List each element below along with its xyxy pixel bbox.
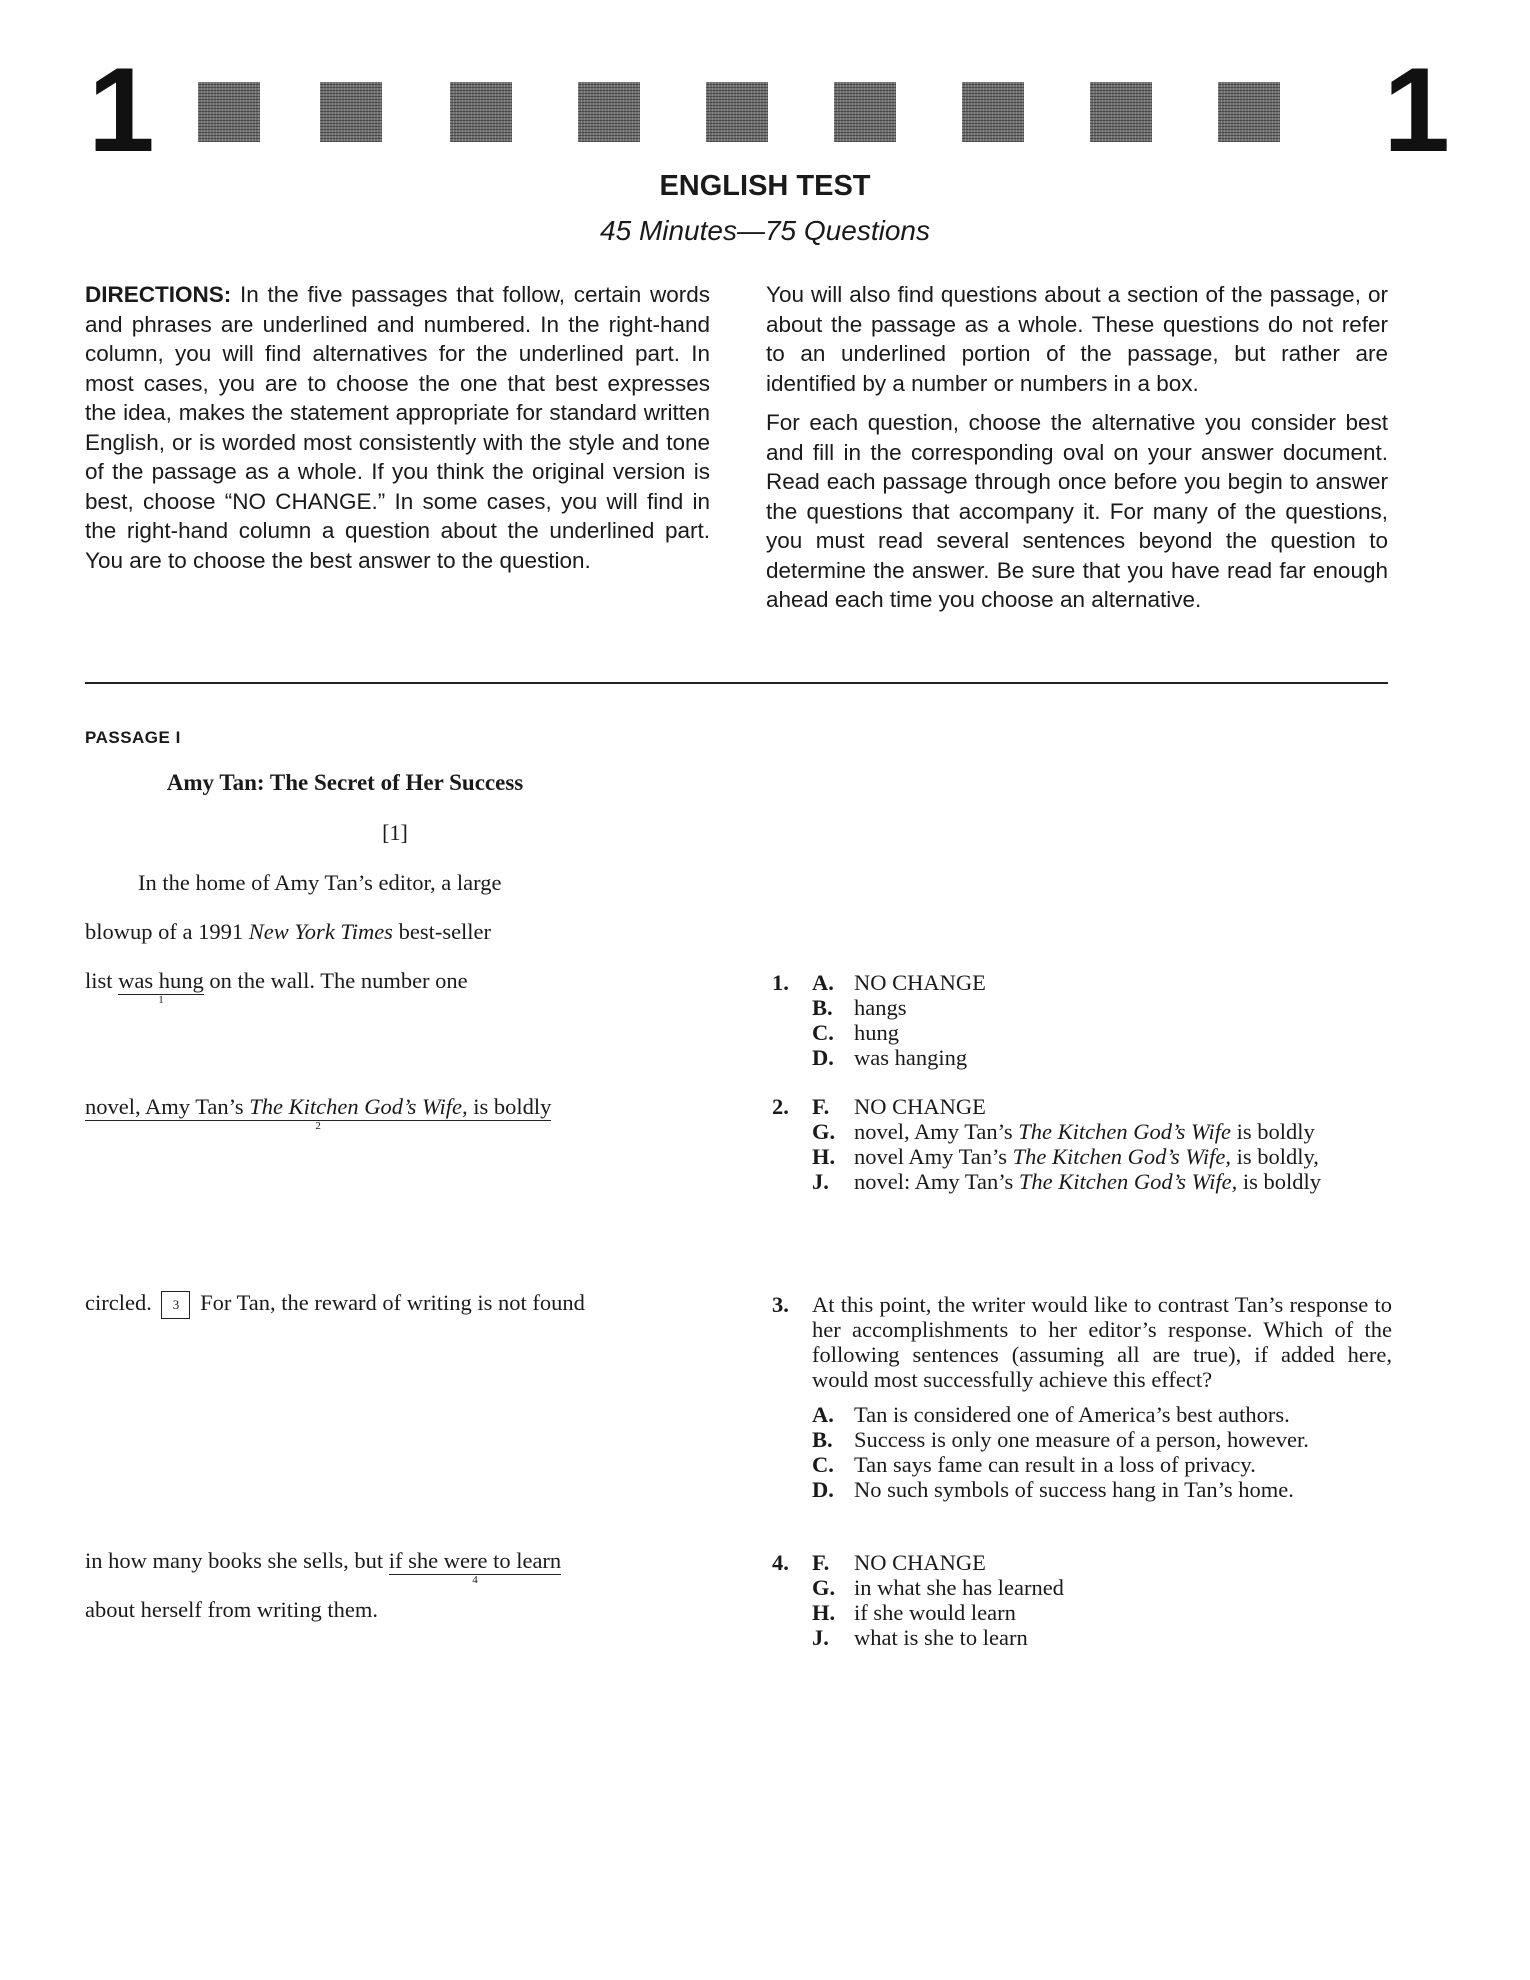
- decorative-block: [834, 82, 896, 142]
- option-text: NO CHANGE: [854, 970, 986, 995]
- option-text: NO CHANGE: [854, 1550, 986, 1575]
- option-letter: H.: [812, 1144, 836, 1169]
- test-subtitle: 45 Minutes—75 Questions: [600, 215, 930, 246]
- option-text: is boldly: [1230, 1119, 1315, 1144]
- passage-line: [85, 1290, 585, 1319]
- option-text: novel: Amy Tan’s: [854, 1169, 1019, 1194]
- option-text: is boldly: [1237, 1169, 1321, 1194]
- passage-line: In the home of Amy Tan’s editor, a large: [138, 870, 502, 895]
- directions-paragraph-2: You will also find questions about a section of the passage, or about the passage as a whole. These questions do not refer to an underlined portion of the passage, but rather are identified by a number or numbers in a box.: [766, 282, 1388, 396]
- underline-number: 1: [158, 994, 164, 1006]
- underlined-text: is boldly: [467, 1094, 552, 1119]
- book-title: The Kitchen God’s Wife,: [249, 1094, 468, 1119]
- option-text: was hanging: [854, 1045, 968, 1070]
- option-letter: J.: [812, 1625, 829, 1650]
- question-number: 1.: [772, 970, 789, 995]
- section-number-left: 1: [88, 43, 155, 177]
- passage-text: best-seller: [392, 919, 492, 944]
- option-text: is boldly,: [1230, 1144, 1319, 1169]
- option-text: hung: [854, 1020, 899, 1045]
- passage-text: in how many books she sells, but: [85, 1548, 389, 1573]
- underline-number: 4: [472, 1574, 478, 1586]
- passage-line: [85, 1548, 562, 1586]
- answer-option[interactable]: [812, 1477, 1392, 1502]
- answer-option[interactable]: [812, 1020, 1392, 1045]
- option-text: NO CHANGE: [854, 1094, 986, 1119]
- question-number: 2.: [772, 1094, 789, 1119]
- passage-line: about herself from writing them.: [85, 1597, 379, 1622]
- option-text: novel, Amy Tan’s: [854, 1119, 1019, 1144]
- decorative-block: [450, 82, 512, 142]
- passage-text: list: [85, 968, 119, 993]
- question-1: [772, 970, 1392, 1070]
- option-letter: C.: [812, 1452, 834, 1477]
- question-number: 4.: [772, 1550, 789, 1575]
- answer-option[interactable]: [812, 1045, 1392, 1070]
- passage-text: on the wall. The number one: [203, 968, 468, 993]
- option-letter: D.: [812, 1477, 834, 1502]
- passage-line: [85, 968, 468, 1006]
- question-3: [772, 1292, 1392, 1502]
- publication-title: New York Times: [248, 919, 393, 944]
- answer-option[interactable]: [812, 1144, 1392, 1169]
- directions-right-column: [766, 280, 1388, 625]
- answer-option[interactable]: [812, 1402, 1392, 1427]
- option-letter: B.: [812, 995, 833, 1020]
- underlined-text: novel, Amy Tan’s: [85, 1094, 250, 1119]
- underline-number: 2: [315, 1120, 321, 1132]
- option-letter: C.: [812, 1020, 834, 1045]
- answer-option[interactable]: [812, 1452, 1392, 1477]
- decorative-block: [320, 82, 382, 142]
- option-text: hangs: [854, 995, 907, 1020]
- answer-option[interactable]: [812, 1119, 1392, 1144]
- option-letter: B.: [812, 1427, 833, 1452]
- option-letter: G.: [812, 1575, 836, 1600]
- answer-option[interactable]: [812, 1550, 1392, 1575]
- decorative-block: [1218, 82, 1280, 142]
- underlined-text: if she were to learn: [388, 1548, 562, 1573]
- option-text: Success is only one measure of a person, however.: [854, 1427, 1309, 1452]
- question-number: 3.: [772, 1292, 789, 1317]
- passage-text: blowup of a 1991: [85, 919, 249, 944]
- answer-option[interactable]: [812, 1169, 1392, 1194]
- passage-text: For Tan, the reward of writing is not found: [200, 1290, 585, 1315]
- passage-title: Amy Tan: The Secret of Her Success: [166, 770, 524, 795]
- option-book-title: The Kitchen God’s Wife,: [1012, 1144, 1231, 1169]
- answer-option[interactable]: [812, 1575, 1392, 1600]
- option-text: Tan says fame can result in a loss of privacy.: [854, 1452, 1256, 1477]
- question-2: [772, 1094, 1392, 1194]
- option-book-title: The Kitchen God’s Wife,: [1018, 1169, 1238, 1194]
- option-text: in what she has learned: [854, 1575, 1064, 1600]
- directions-paragraph-3: For each question, choose the alternative you consider best and fill in the corresponding oval on your answer document. Read each passage through once before you begin to answer the questions that accompany it. For many of the questions, you must read several sentences beyond the question to determine the answer. Be sure that you have read far enough ahead each time you choose an alternative.: [766, 410, 1388, 612]
- passage-line: [85, 1094, 552, 1132]
- option-letter: F.: [812, 1550, 830, 1575]
- question-4: [772, 1550, 1392, 1650]
- option-letter: G.: [812, 1119, 836, 1144]
- option-text: Tan is considered one of America’s best authors.: [854, 1402, 1290, 1427]
- answer-option[interactable]: [812, 1625, 1392, 1650]
- boxed-question-number[interactable]: 3: [161, 1291, 190, 1319]
- decorative-block: [578, 82, 640, 142]
- title-block: [0, 170, 1530, 247]
- directions-left-column: [85, 280, 710, 585]
- section-number-right: 1: [1383, 43, 1450, 177]
- paragraph-number: [1]: [382, 820, 408, 845]
- directions-label: DIRECTIONS:: [85, 282, 232, 307]
- directions-text: In the five passages that follow, certain words and phrases are underlined and numbered. In the right-hand column, you will find alternatives for the underlined part. In most cases, you are to choose the one that best expresses the idea, makes the statement appropriate for standard written English, or is worded most consistently with the style and tone of the passage as a whole. If you think the original version is best, choose “NO CHANGE.” In some cases, you will find in the right-hand column a question about the underlined part. You are to choose the best answer to the question.: [85, 282, 710, 573]
- option-letter: F.: [812, 1094, 830, 1119]
- section-divider: [85, 682, 1388, 684]
- option-letter: A.: [812, 1402, 834, 1427]
- test-title: ENGLISH TEST: [659, 170, 871, 202]
- answer-option[interactable]: [812, 1600, 1392, 1625]
- option-letter: A.: [812, 970, 834, 995]
- passage-line: [85, 919, 491, 945]
- option-text: what is she to learn: [854, 1625, 1028, 1650]
- answer-option[interactable]: [812, 970, 1392, 995]
- decorative-block: [706, 82, 768, 142]
- option-letter: D.: [812, 1045, 834, 1070]
- passage-label: PASSAGE I: [85, 728, 181, 747]
- decorative-block: [962, 82, 1024, 142]
- option-letter: H.: [812, 1600, 836, 1625]
- underlined-portion-4[interactable]: [388, 1548, 562, 1586]
- decorative-block: [198, 82, 260, 142]
- question-stem: At this point, the writer would like to contrast Tan’s response to her accomplishments to her editor’s response. Which of the following sentences (assuming all are true), if added here, would most successfully achieve this effect?: [812, 1292, 1392, 1392]
- answer-option[interactable]: [812, 995, 1392, 1020]
- directions-paragraph: [85, 280, 710, 575]
- option-letter: J.: [812, 1169, 829, 1194]
- passage-text: circled.: [85, 1290, 152, 1315]
- underlined-portion-1[interactable]: [118, 968, 204, 1006]
- section-header: [88, 43, 1450, 177]
- option-book-title: The Kitchen God’s Wife: [1018, 1119, 1231, 1144]
- option-text: novel Amy Tan’s: [854, 1144, 1013, 1169]
- underlined-portion-2[interactable]: [85, 1094, 552, 1132]
- decorative-block: [1090, 82, 1152, 142]
- answer-option[interactable]: [812, 1094, 1392, 1119]
- underlined-text: was hung: [118, 968, 204, 993]
- option-text: No such symbols of success hang in Tan’s home.: [854, 1477, 1294, 1502]
- answer-option[interactable]: [812, 1427, 1392, 1452]
- option-text: if she would learn: [854, 1600, 1016, 1625]
